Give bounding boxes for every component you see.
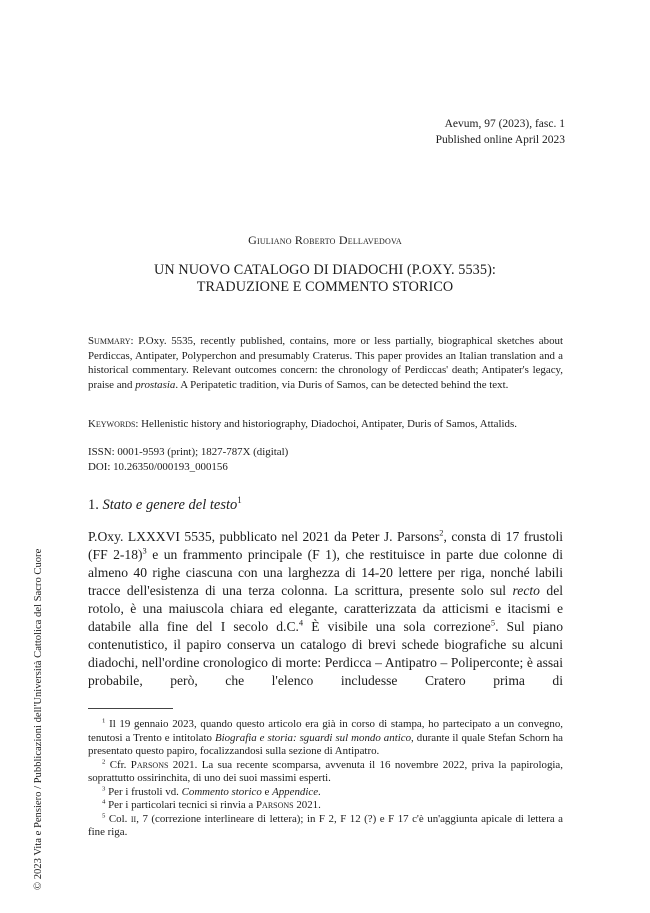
title-line-1: UN NUOVO CATALOGO DI DIADOCHI (P.OXY. 5535):	[154, 262, 496, 278]
footnote-text: Per i frustoli vd.	[105, 785, 182, 798]
author-name: Giuliano Roberto Dellavedova	[248, 233, 402, 247]
footnote-text: Il 19 gennaio 2023, quando questo articolo era già in corso di stampa, ho partecipato a un convegno, tenutosi a Trento e intitolato	[88, 718, 563, 744]
summary-text-a: P.Oxy. 5535, recently published, contains, more or less partially, biographical sketches about Perdiccas, Antipater, Polyperchon and presumably Craterus. This paper provides an Italian translation and a historical commentary. Relevant outcomes concern: the chronology of Perdiccas' death; Antipater's legacy, praise and	[88, 335, 563, 391]
footnote-smallcaps: Parsons	[130, 758, 169, 771]
body-text: È visibile una sola correzione	[303, 619, 491, 634]
journal-info	[436, 116, 565, 148]
identifiers	[88, 445, 288, 474]
footnote-ref-4[interactable]: 4	[298, 617, 304, 628]
footnote-italic: Appendice	[272, 785, 319, 798]
footnotes	[88, 718, 563, 840]
journal-publication-date: Published online April 2023	[435, 134, 565, 146]
footnote-text: .	[318, 785, 321, 798]
footnote-number: 5	[102, 811, 106, 819]
footnote-text: e	[261, 785, 273, 798]
summary-italic: prostasia	[135, 378, 176, 391]
footnote-ref-3[interactable]: 3	[142, 545, 147, 556]
footnote-smallcaps: ii	[130, 812, 137, 825]
footnote-text: Cfr.	[105, 758, 131, 771]
footnote-italic: Biografia e storia: sguardi sul mondo antico	[214, 731, 412, 744]
keywords	[88, 417, 563, 432]
footnote-1	[88, 718, 563, 759]
body-text: P.Oxy. LXXXVI 5535, pubblicato nel 2021 da Peter J. Parsons	[88, 529, 440, 544]
footnote-text: Col.	[105, 812, 131, 825]
copyright-sidebar: © 2023 Vita e Pensiero / Pubblicazioni dell'Università Cattolica del Sacro Cuore	[33, 548, 44, 890]
footnote-smallcaps: Parsons	[255, 799, 294, 811]
footnote-3	[88, 786, 563, 800]
abstract	[88, 334, 563, 392]
doi: DOI: 10.26350/000193_000156	[88, 460, 228, 473]
summary-text-b: . A Peripatetic tradition, via Duris of Samos, can be detected behind the text.	[175, 378, 509, 391]
footnote-ref-5[interactable]: 5	[490, 617, 496, 628]
footnote-text: 2021. La sua recente scomparsa, avvenuta il 16 novembre 2022, priva la papirologia, soprattutto ossirinchita, di uno dei suoi massimi esperti.	[88, 758, 563, 784]
footnote-number: 1	[102, 717, 106, 725]
section-number: 1.	[88, 497, 103, 513]
keywords-label: Keywords:	[88, 418, 139, 430]
keywords-text: Hellenistic history and historiography, Diadochoi, Antipater, Duris of Samos, Attalids.	[138, 418, 517, 430]
footnote-number: 3	[102, 784, 106, 792]
body-text: , consta di 17 frustoli (FF 2-18)	[88, 529, 563, 562]
issn: ISSN: 0001-9593 (print); 1827-787X (digital)	[88, 446, 289, 458]
footnote-4	[88, 799, 563, 813]
body-paragraph	[88, 528, 563, 690]
footnote-ref-2[interactable]: 2	[439, 527, 444, 538]
article-title	[120, 262, 530, 296]
footnote-2	[88, 759, 563, 786]
footnote-text: , durante il quale Stefan Schorn ha presentato questo papiro, focalizzandosi sulla sezione di Antipatro.	[88, 731, 564, 757]
footnote-5	[88, 813, 563, 840]
body-text: del rotolo, è una maiuscola chiara ed elegante, caratterizzata da atticismi e itacismi e databile alla fine del I secolo d.C.	[88, 583, 564, 634]
title-line-2: TRADUZIONE E COMMENTO STORICO	[196, 279, 454, 295]
journal-issue: Aevum, 97 (2023), fasc. 1	[444, 118, 565, 130]
footnote-text: Per i particolari tecnici si rinvia a	[105, 799, 256, 811]
body-italic: recto	[512, 583, 540, 598]
summary-label: Summary:	[88, 335, 134, 347]
footnote-text: , 7 (correzione interlineare di lettera); in F 2, F 12 (?) e F 17 c'è un'aggiunta apicale di lettera a fine riga.	[88, 812, 564, 838]
footnote-ref-1[interactable]: 1	[237, 495, 242, 506]
section-heading	[88, 497, 242, 514]
footnote-number: 4	[102, 798, 106, 806]
body-text: e un frammento principale (F 1), che restituisce in parte due colonne di almeno 40 righe ciascuna con una larghezza di 14-20 lettere per riga, nonché labili tracce dell'esistenza di una terza colonna. La scrittura, presente solo sul	[88, 547, 563, 598]
footnote-italic: Commento storico	[181, 785, 262, 798]
footnote-number: 2	[102, 757, 106, 765]
footnote-text: 2021.	[293, 799, 321, 811]
footnote-divider	[88, 708, 173, 709]
body-text: . Sul piano contenutistico, il papiro conserva un catalogo di brevi schede biografiche su alcuni diadochi, nell'ordine cronologico di morte: Perdicca – Antipatro – Poliperconte; è assai probabile, però, che l'elenco includesse Cratero prima di	[88, 619, 563, 688]
section-title: Stato e genere del testo	[102, 497, 238, 513]
